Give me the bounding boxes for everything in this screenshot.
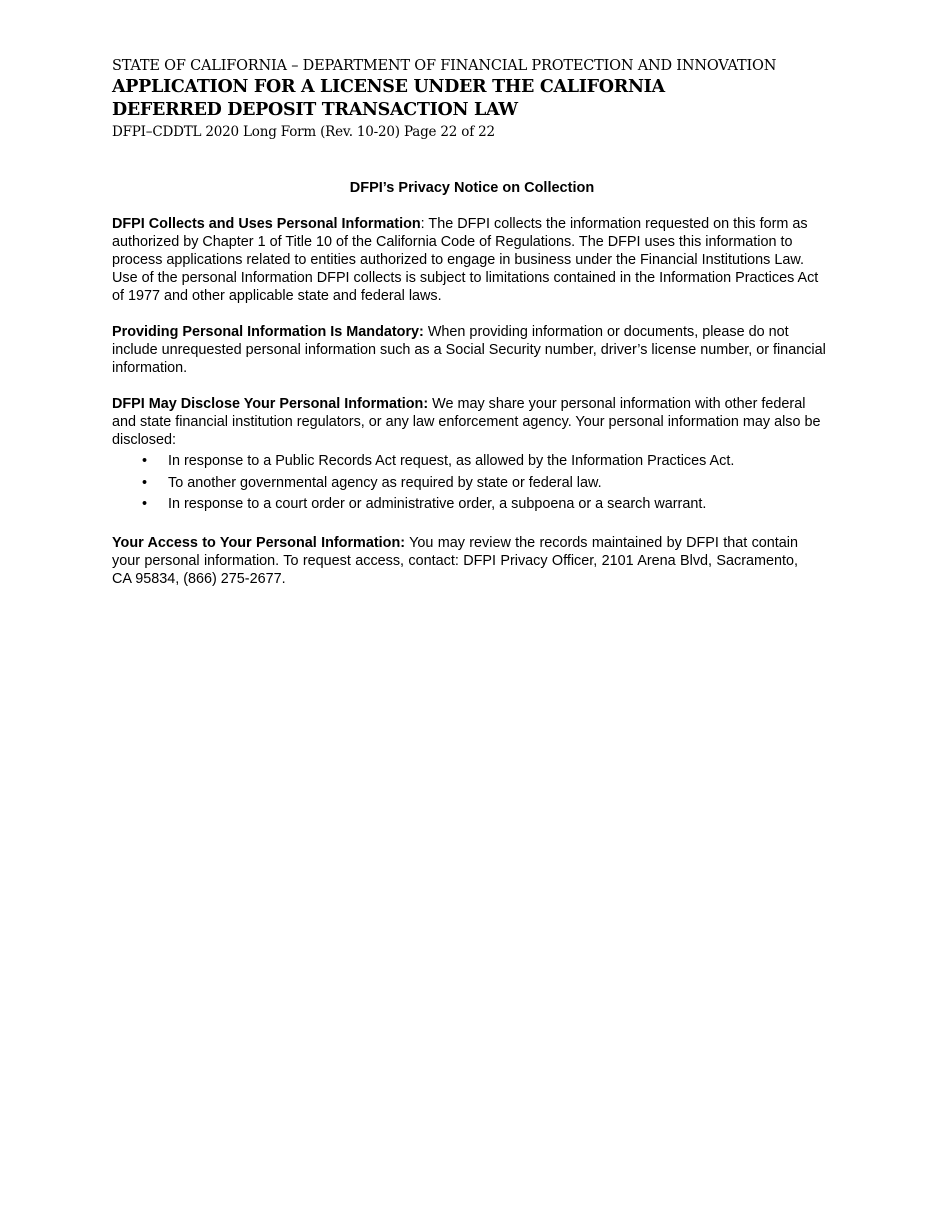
section-mandatory [112, 323, 832, 377]
notice-title: DFPI’s Privacy Notice on Collection [349, 180, 595, 196]
form-title-line-1: APPLICATION FOR A LICENSE UNDER THE CALIFORNIA [112, 77, 665, 97]
section-separator: : [420, 216, 429, 232]
form-identifier: DFPI–CDDTL 2020 Long Form (Rev. 10-20) Page 22 of 22 [112, 124, 495, 140]
list-item [112, 494, 832, 516]
section-body: The DFPI collects the information requested on this form as authorized by Chapter 1 of Title 10 of the California Code of Regulations. The DFPI uses this information to process applications related to entities authorized to engage in business under the Financial Institutions Law. Use of the personal Information DFPI collects is subject to limitations contained in the Information Practices Act of 1977 and other applicable state and federal laws. [112, 216, 819, 304]
section-heading: Your Access to Your Personal Information: [112, 534, 406, 551]
bullet-icon: • [142, 453, 148, 469]
document-page [112, 56, 832, 588]
list-item-text: To another governmental agency as required by state or federal law. [168, 474, 602, 491]
form-title-line-2: DEFERRED DEPOSIT TRANSACTION LAW [112, 100, 518, 120]
list-item [112, 451, 832, 473]
section-heading: DFPI Collects and Uses Personal Information [112, 216, 421, 232]
disclosure-list [112, 451, 832, 516]
section-heading: Providing Personal Information Is Mandatory: [112, 324, 424, 340]
section-body: You may review the records maintained by DFPI that contain your personal information. To request access, contact: DFPI Privacy Officer, 2101 Arena Blvd, Sacramento, CA 95834, (866) 275-2677. [112, 534, 798, 587]
list-item-text: In response to a court order or administrative order, a subpoena or a search warrant. [168, 496, 707, 512]
section-heading: DFPI May Disclose Your Personal Information: [112, 396, 429, 412]
agency-header: STATE OF CALIFORNIA – DEPARTMENT OF FINANCIAL PROTECTION AND INNOVATION [112, 58, 777, 74]
list-item [112, 473, 832, 495]
section-body: When providing information or documents, please do not include unrequested personal information such as a Social Security number, driver’s license number, or financial information. [112, 324, 826, 376]
list-item-text: In response to a Public Records Act request, as allowed by the Information Practices Act. [168, 453, 735, 469]
section-collects-uses [112, 215, 832, 305]
bullet-icon: • [142, 496, 148, 512]
section-body: We may share your personal information with other federal and state financial institution regulators, or any law enforcement agency. Your personal information may also be disclosed: [112, 396, 821, 448]
section-access [112, 534, 798, 588]
section-disclose [112, 395, 832, 449]
bullet-icon: • [142, 474, 148, 491]
